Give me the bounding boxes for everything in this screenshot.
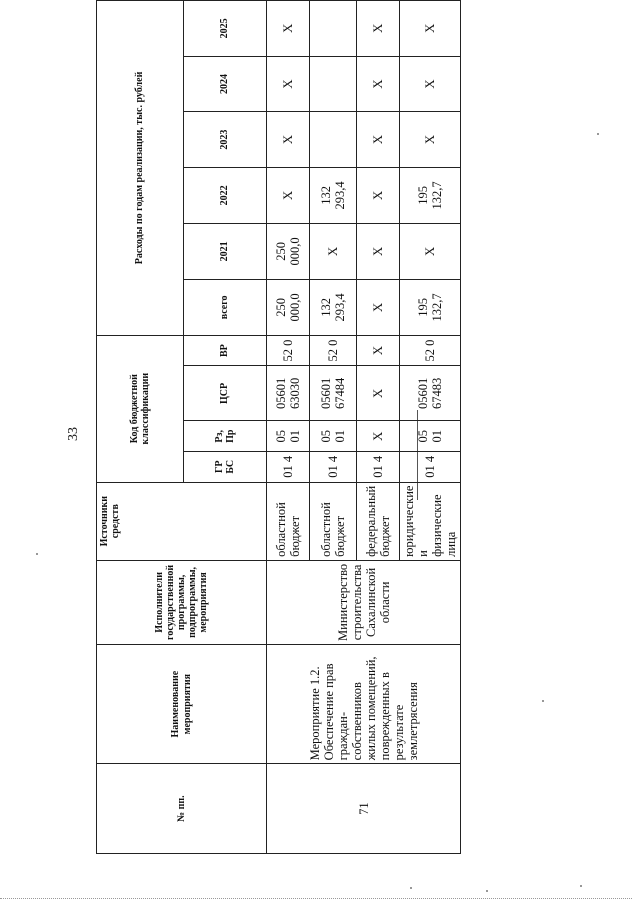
y2021-cell: 250 000,0 <box>267 223 310 279</box>
y2025-cell: X <box>400 1 461 57</box>
header-sources: Источники средств <box>97 482 267 560</box>
vr-cell: X <box>357 335 400 365</box>
grbs-cell: 01 4 <box>400 452 461 483</box>
y2023-cell <box>310 112 357 168</box>
header-executors: Исполнители государственной программы, подпрограммы, мероприятия <box>97 560 267 644</box>
total-cell: 132 293,4 <box>310 279 357 335</box>
header-total: всего <box>184 279 267 335</box>
table-row <box>267 1 310 854</box>
csr-cell: X <box>357 366 400 421</box>
header-2023: 2023 <box>184 112 267 168</box>
rzpr-cell: 05 01 <box>400 421 461 452</box>
header-rzpr: Рз, Пр <box>184 421 267 452</box>
grbs-cell: 01 4 <box>267 452 310 483</box>
y2022-cell: X <box>357 167 400 223</box>
header-grbs: ГР БС <box>184 452 267 483</box>
y2023-cell: X <box>357 112 400 168</box>
header-name: Наименование мероприятия <box>97 644 267 763</box>
y2023-cell: X <box>400 112 461 168</box>
source-cell: юридические и физические лица <box>400 482 461 560</box>
vr-cell: 52 0 <box>310 335 357 365</box>
vr-cell: 52 0 <box>400 335 461 365</box>
total-cell: X <box>357 279 400 335</box>
row-num: 71 <box>267 764 461 854</box>
csr-cell: 05601 67483 <box>400 366 461 421</box>
header-num: № пп. <box>97 764 267 854</box>
rzpr-cell: X <box>357 421 400 452</box>
y2024-cell: X <box>267 56 310 112</box>
vr-cell: 52 0 <box>267 335 310 365</box>
y2025-cell: X <box>357 1 400 57</box>
header-csr: ЦСР <box>184 366 267 421</box>
header-2022: 2022 <box>184 167 267 223</box>
y2023-cell: X <box>267 112 310 168</box>
row-executor: Министерство строительства Сахалинской области <box>267 560 461 644</box>
y2024-cell: X <box>357 56 400 112</box>
page-number: 33 <box>66 427 81 441</box>
rzpr-cell: 05 01 <box>310 421 357 452</box>
rzpr-cell: 05 01 <box>267 421 310 452</box>
header-2025: 2025 <box>184 1 267 57</box>
y2024-cell <box>310 56 357 112</box>
y2022-cell: 132 293,4 <box>310 167 357 223</box>
csr-cell: 05601 67484 <box>310 366 357 421</box>
y2022-cell: X <box>267 167 310 223</box>
y2024-cell: X <box>400 56 461 112</box>
source-cell: федеральный бюджет <box>357 482 400 560</box>
y2021-cell: X <box>400 223 461 279</box>
y2025-cell: X <box>267 1 310 57</box>
total-cell: 250 000,0 <box>267 279 310 335</box>
header-expenses: Расходы по годам реализации, тыс. рублей <box>97 1 184 336</box>
grbs-cell: 01 4 <box>357 452 400 483</box>
y2021-cell: X <box>310 223 357 279</box>
header-budget-code: Код бюджетной классификации <box>97 335 184 482</box>
budget-table <box>96 0 461 854</box>
row-name: Мероприятие 1.2. Обеспечение прав граждан-собственников жилых помещений, поврежденных в результате землетрясения <box>267 644 461 763</box>
header-vr: ВР <box>184 335 267 365</box>
header-2021: 2021 <box>184 223 267 279</box>
y2025-cell <box>310 1 357 57</box>
csr-cell: 05601 63030 <box>267 366 310 421</box>
total-cell: 195 132,7 <box>400 279 461 335</box>
header-2024: 2024 <box>184 56 267 112</box>
y2021-cell: X <box>357 223 400 279</box>
grbs-cell: 01 4 <box>310 452 357 483</box>
source-cell: областной бюджет <box>267 482 310 560</box>
y2022-cell: 195 132,7 <box>400 167 461 223</box>
source-cell: областной бюджет <box>310 482 357 560</box>
